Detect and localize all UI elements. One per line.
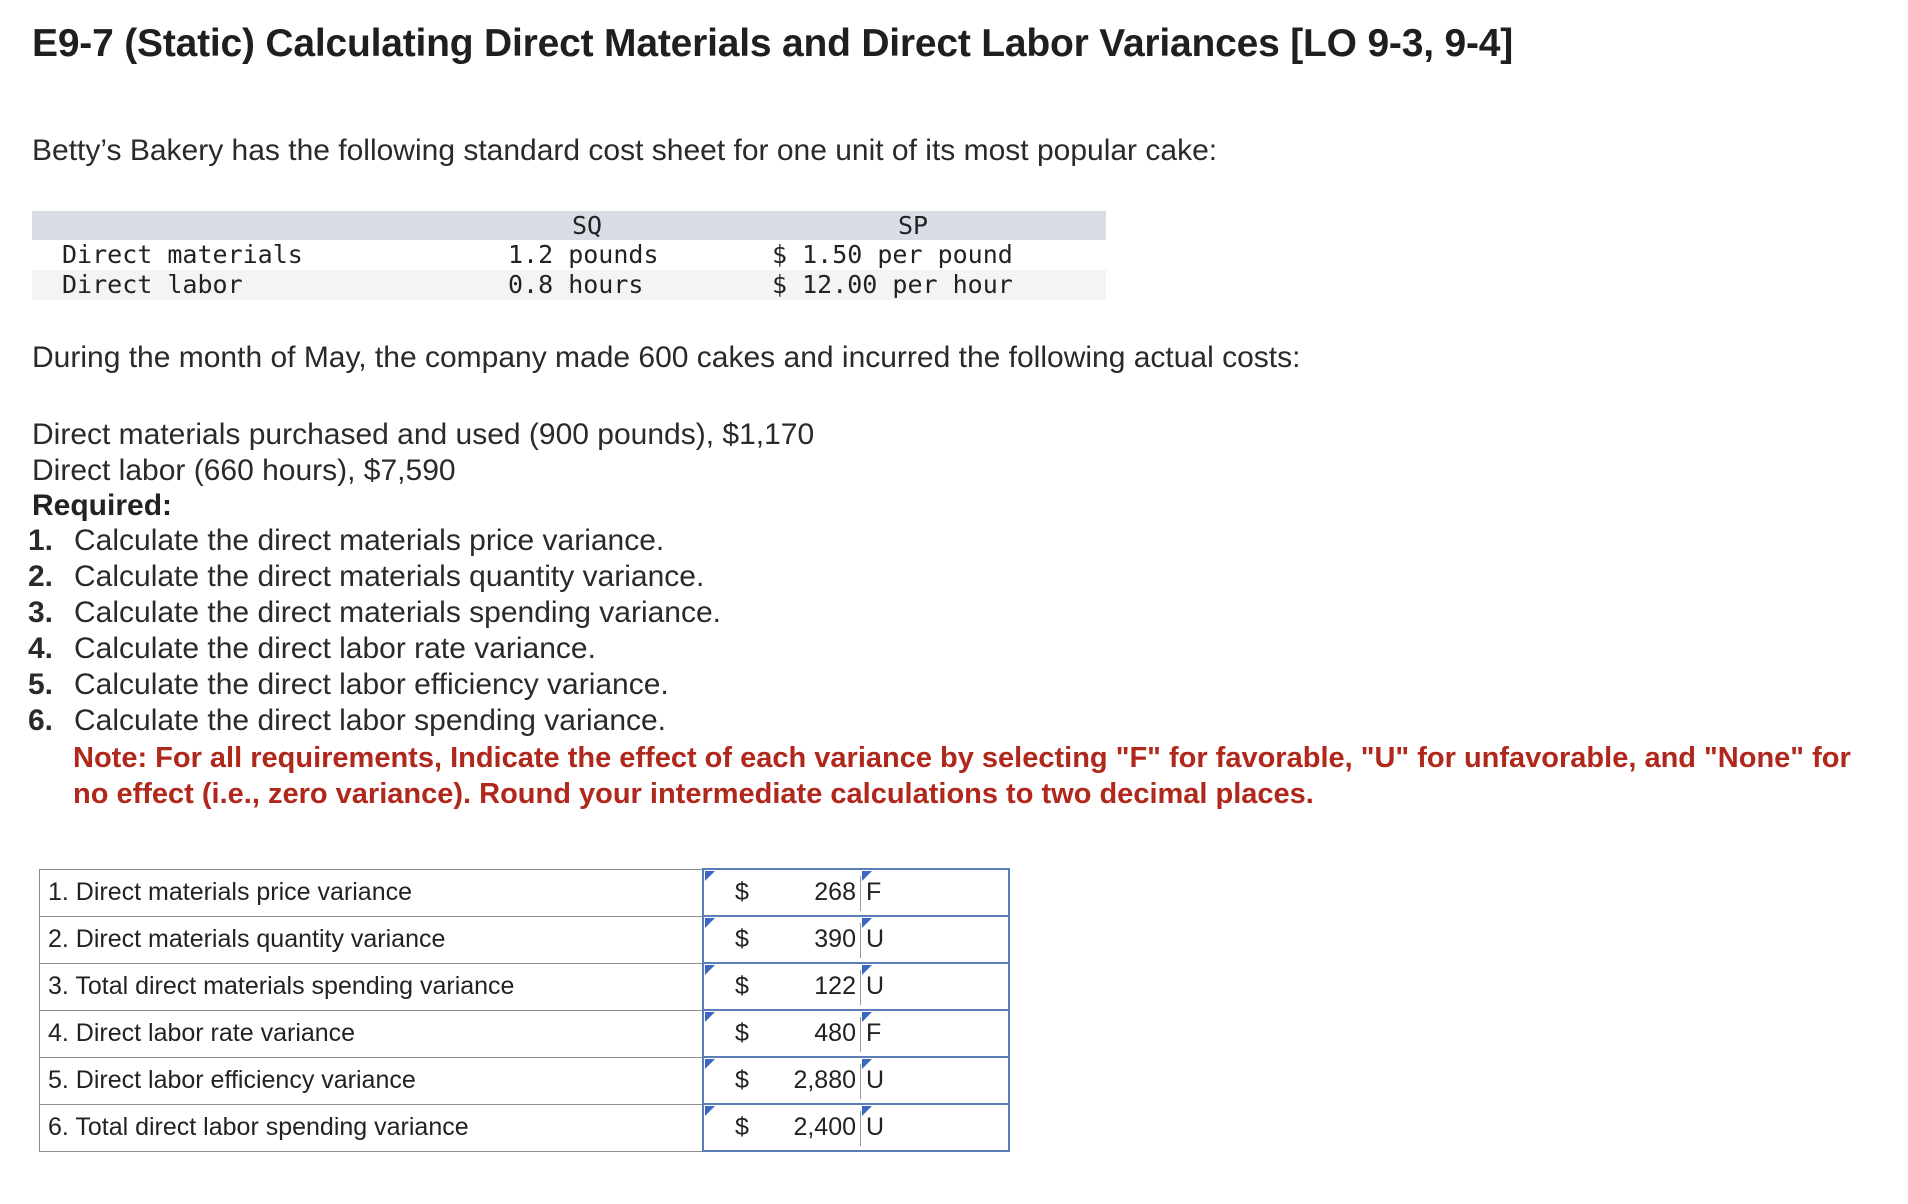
actual-cost-item: Direct materials purchased and used (900 pounds), $1,170	[32, 418, 815, 451]
cost-sheet-row	[32, 270, 1106, 300]
answer-table	[39, 868, 1010, 1152]
page-title: E9-7 (Static) Calculating Direct Materials and Direct Labor Variances [LO 9-3, 9-4]	[32, 22, 1514, 65]
effect-select[interactable]	[860, 963, 1009, 1010]
cost-row-sq: 0.8 hours	[508, 270, 644, 299]
amount-input[interactable]: 268	[780, 869, 860, 916]
table-row	[40, 869, 1010, 916]
requirement-text: Calculate the direct labor rate variance.	[74, 632, 596, 665]
table-row	[40, 1010, 1010, 1057]
requirement-item	[28, 595, 721, 631]
currency-cell	[703, 963, 780, 1010]
currency-cell	[703, 916, 780, 963]
effect-select[interactable]	[860, 869, 1009, 916]
effect-value: U	[866, 925, 885, 953]
answer-label: 6. Total direct labor spending variance	[40, 1104, 704, 1151]
effect-value: U	[866, 972, 885, 1000]
effect-select[interactable]	[860, 1057, 1009, 1104]
actual-costs-list	[32, 417, 814, 489]
intro-text: Betty’s Bakery has the following standard cost sheet for one unit of its most popular cake:	[32, 134, 1218, 167]
currency-symbol: $	[735, 1019, 749, 1047]
input-marker-icon	[705, 871, 715, 881]
effect-value: F	[866, 1019, 882, 1047]
dropdown-marker-icon	[862, 1059, 872, 1069]
currency-symbol: $	[735, 1113, 749, 1141]
answer-label: 4. Direct labor rate variance	[40, 1010, 704, 1057]
requirement-text: Calculate the direct labor efficiency variance.	[74, 668, 669, 701]
currency-symbol: $	[735, 878, 749, 906]
answer-label: 5. Direct labor efficiency variance	[40, 1057, 704, 1104]
cost-sheet-header	[32, 211, 1106, 240]
standard-cost-sheet	[32, 211, 1106, 300]
requirement-number: 1.	[28, 524, 54, 557]
effect-value: U	[866, 1113, 885, 1141]
answer-label: 3. Total direct materials spending variance	[40, 963, 704, 1010]
instruction-note: Note: For all requirements, Indicate the effect of each variance by selecting "F" for favorable, "U" for unfavorable, and "None" for no effect (i.e., zero variance). Round your intermediate calculations to two decimal places.	[73, 742, 1851, 810]
requirement-text: Calculate the direct materials spending variance.	[74, 596, 722, 629]
requirement-number: 3.	[28, 596, 54, 629]
effect-select[interactable]	[860, 1010, 1009, 1057]
input-marker-icon	[705, 1106, 715, 1116]
dropdown-marker-icon	[862, 918, 872, 928]
requirement-item	[28, 703, 721, 739]
requirement-number: 2.	[28, 560, 54, 593]
cost-row-sp: $ 12.00 per hour	[772, 270, 1013, 299]
requirement-number: 5.	[28, 668, 54, 701]
requirement-text: Calculate the direct materials price variance.	[74, 524, 665, 557]
cost-row-label: Direct labor	[62, 270, 243, 299]
sq-header: SQ	[572, 211, 603, 240]
cost-row-sq: 1.2 pounds	[508, 240, 659, 269]
currency-symbol: $	[735, 1066, 749, 1094]
effect-select[interactable]	[860, 1104, 1009, 1151]
required-heading: Required:	[32, 489, 173, 522]
effect-value: U	[866, 1066, 885, 1094]
input-marker-icon	[705, 1012, 715, 1022]
amount-input[interactable]: 2,880	[780, 1057, 860, 1104]
requirement-item	[28, 559, 721, 595]
sp-header: SP	[898, 211, 929, 240]
amount-input[interactable]: 390	[780, 916, 860, 963]
currency-symbol: $	[735, 925, 749, 953]
table-row	[40, 1104, 1010, 1151]
dropdown-marker-icon	[862, 1012, 872, 1022]
input-marker-icon	[705, 918, 715, 928]
amount-input[interactable]: 122	[780, 963, 860, 1010]
dropdown-marker-icon	[862, 965, 872, 975]
dropdown-marker-icon	[862, 1106, 872, 1116]
requirement-text: Calculate the direct labor spending variance.	[74, 704, 667, 737]
requirement-item	[28, 523, 721, 559]
requirement-number: 6.	[28, 704, 54, 737]
table-row	[40, 963, 1010, 1010]
effect-select[interactable]	[860, 916, 1009, 963]
currency-symbol: $	[735, 972, 749, 1000]
requirement-item	[28, 631, 721, 667]
dropdown-marker-icon	[862, 871, 872, 881]
actual-costs-intro: During the month of May, the company made 600 cakes and incurred the following actual costs:	[32, 341, 1301, 374]
requirement-text: Calculate the direct materials quantity variance.	[74, 560, 705, 593]
actual-cost-item: Direct labor (660 hours), $7,590	[32, 454, 456, 487]
cost-sheet-row	[32, 240, 1106, 270]
input-marker-icon	[705, 965, 715, 975]
amount-input[interactable]: 2,400	[780, 1104, 860, 1151]
currency-cell	[703, 869, 780, 916]
effect-value: F	[866, 878, 882, 906]
answer-label: 2. Direct materials quantity variance	[40, 916, 704, 963]
requirements-list	[28, 523, 721, 739]
answer-label: 1. Direct materials price variance	[40, 869, 704, 916]
currency-cell	[703, 1057, 780, 1104]
cost-row-sp: $ 1.50 per pound	[772, 240, 1013, 269]
input-marker-icon	[705, 1059, 715, 1069]
amount-input[interactable]: 480	[780, 1010, 860, 1057]
cost-row-label: Direct materials	[62, 240, 303, 269]
table-row	[40, 1057, 1010, 1104]
requirement-number: 4.	[28, 632, 54, 665]
requirement-item	[28, 667, 721, 703]
table-row	[40, 916, 1010, 963]
currency-cell	[703, 1010, 780, 1057]
currency-cell	[703, 1104, 780, 1151]
